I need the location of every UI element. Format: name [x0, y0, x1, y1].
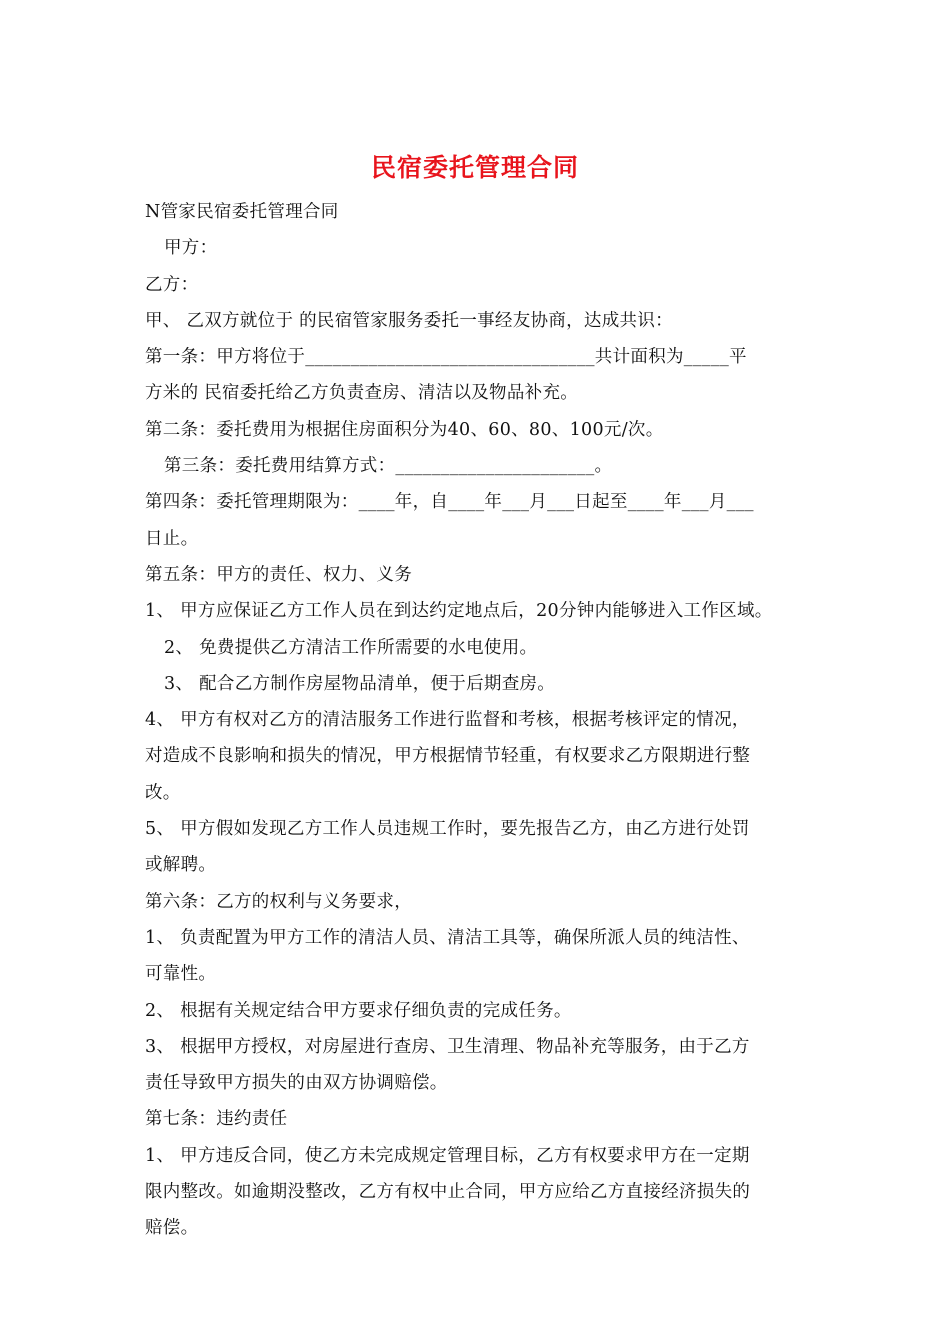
document-body [145, 194, 815, 1247]
paragraph-line: 第一条：甲方将位于________________________________共计面积为_____平 [145, 347, 747, 368]
paragraph-line: 3、 配合乙方制作房屋物品清单，便于后期查房。 [164, 673, 556, 694]
paragraph-line: 第六条：乙方的权利与义务要求， [145, 891, 412, 912]
paragraph-line: 第三条：委托费用结算方式：______________________。 [164, 456, 613, 477]
paragraph-line: 日止。 [145, 528, 199, 549]
paragraph-line: 对造成不良影响和损失的情况，甲方根据情节轻重，有权要求乙方限期进行整 [145, 746, 751, 767]
paragraph-line: 2、 根据有关规定结合甲方要求仔细负责的完成任务。 [145, 1000, 572, 1021]
paragraph-line: 改。 [145, 782, 181, 803]
paragraph-line: 1、 甲方违反合同，使乙方未完成规定管理目标，乙方有权要求甲方在一定期 [145, 1145, 750, 1166]
paragraph-line: 赔偿。 [145, 1218, 199, 1239]
document-title: 民宿委托管理合同 [370, 153, 579, 182]
paragraph-line: 或解聘。 [145, 855, 217, 876]
paragraph-line: 3、 根据甲方授权，对房屋进行查房、卫生清理、物品补充等服务，由于乙方 [145, 1036, 750, 1057]
paragraph-line: 第五条：甲方的责任、权力、义务 [145, 564, 412, 585]
paragraph-line: 可靠性。 [145, 964, 217, 985]
paragraph-line: 4、 甲方有权对乙方的清洁服务工作进行监督和考核，根据考核评定的情况， [145, 710, 750, 731]
paragraph-line: 甲、 乙双方就位于 的民宿管家服务委托一事经友协商，达成共识： [145, 310, 673, 331]
paragraph-line: 方米的 民宿委托给乙方负责查房、清洁以及物品补充。 [145, 383, 579, 404]
paragraph-line: 限内整改。如逾期没整改，乙方有权中止合同，甲方应给乙方直接经济损失的 [145, 1182, 751, 1203]
paragraph-line: 乙方： [145, 274, 199, 295]
paragraph-line: 2、 免费提供乙方清洁工作所需要的水电使用。 [164, 637, 538, 658]
paragraph-line: 甲方： [164, 238, 218, 259]
paragraph-line: 5、 甲方假如发现乙方工作人员违规工作时，要先报告乙方，由乙方进行处罚 [145, 819, 750, 840]
paragraph-line: N管家民宿委托管理合同 [145, 202, 339, 222]
paragraph-line: 责任导致甲方损失的由双方协调赔偿。 [145, 1073, 448, 1094]
paragraph-line: 1、 甲方应保证乙方工作人员在到达约定地点后，20分钟内能够进入工作区域。 [145, 601, 773, 622]
paragraph-line: 1、 负责配置为甲方工作的清洁人员、清洁工具等，确保所派人员的纯洁性、 [145, 927, 750, 948]
paragraph-line: 第二条：委托费用为根据住房面积分为40、60、80、100元/次。 [145, 419, 664, 440]
paragraph-line: 第四条：委托管理期限为：____年，自____年___月___日起至____年___月___ [145, 492, 754, 513]
paragraph-line: 第七条：违约责任 [145, 1109, 288, 1130]
